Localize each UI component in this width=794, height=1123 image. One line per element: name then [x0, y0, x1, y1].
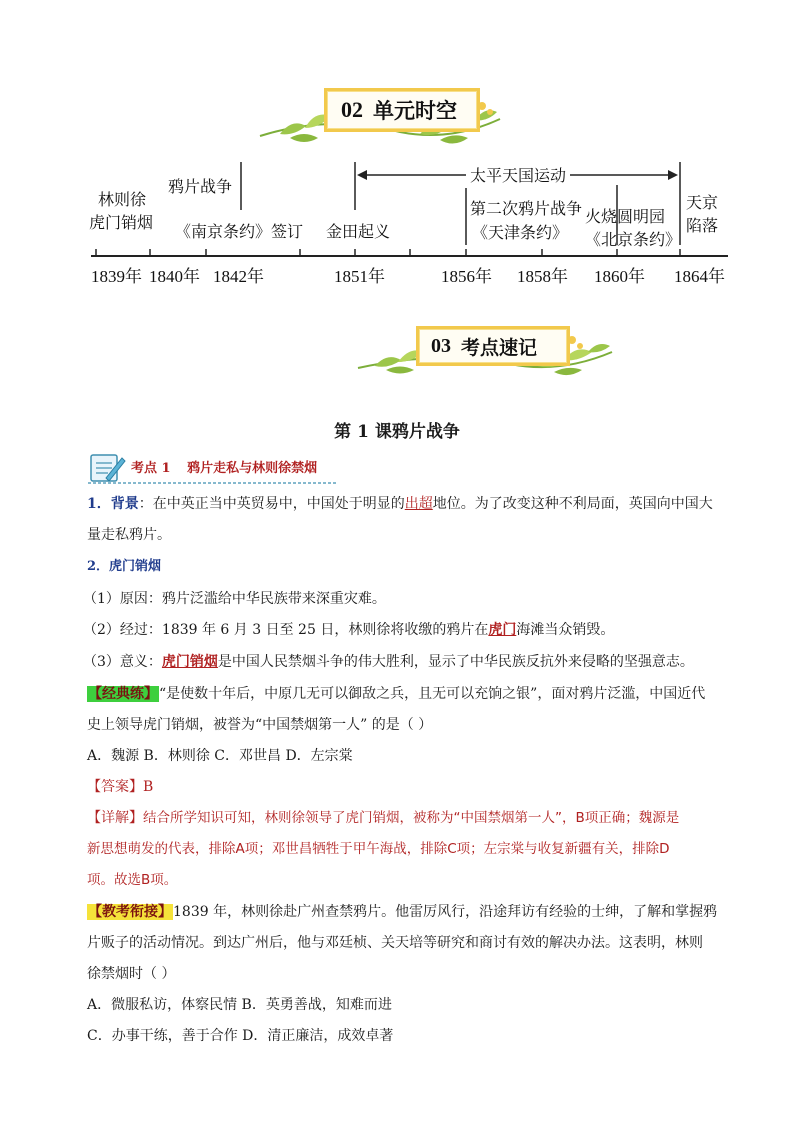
- text: ：在中英正当中英贸易中，中国处于明显的: [138, 496, 405, 512]
- question-stem: 徐禁烟时（ ）: [87, 966, 176, 982]
- question-tag: 【经典练】: [88, 686, 158, 702]
- keyword: 虎门: [488, 622, 517, 638]
- question-stem: 史上领导虎门销烟，被誉为“中国禁烟第一人” 的是（ ）: [87, 717, 433, 733]
- timeline-ticks: [96, 249, 680, 256]
- question-options: A．微服私访，体察民情 B．英勇善战，知难而进: [87, 997, 392, 1013]
- question-stem: [87, 902, 717, 922]
- keyword: 虎门销烟: [161, 654, 218, 670]
- event-label: 《南京条约》签订: [175, 222, 304, 241]
- year-label: 1839年: [91, 267, 142, 286]
- paragraph: 量走私鸦片。: [87, 527, 171, 543]
- item-number: 1．: [87, 496, 111, 512]
- keyword: 出超: [404, 496, 433, 512]
- text: （2）经过：1839 年 6 月 3 日至 25 日，林则徐将收缴的鸦片在: [83, 622, 489, 638]
- year-label: 1858年: [517, 267, 568, 286]
- item-heading: 2．虎门销烟: [87, 559, 162, 574]
- paragraph: （1）原因：鸦片泛滥给中华民族带来深重灾难。: [83, 591, 386, 607]
- lesson-title: 第 1 课鸦片战争: [334, 422, 460, 442]
- event-label: 第二次鸦片战争: [470, 199, 583, 218]
- text: 地位。为了改变这种不利局面，英国向中国大: [432, 496, 713, 512]
- text: 结合所学知识可知，林则徐领导了虎门销烟，被称为“中国禁烟第一人”，B项正确；魏源是: [143, 810, 680, 826]
- text: “是使数十年后，中原几无可以御敌之兵，且无可以充饷之银”，面对鸦片泛滥，中国近代: [159, 686, 706, 702]
- event-label: 天京: [686, 193, 719, 212]
- text: （3）意义：: [83, 654, 162, 670]
- banner-box: [416, 326, 570, 366]
- answer-label: 【答案】: [87, 779, 143, 795]
- section-banner-03: [350, 322, 620, 384]
- text: 1839 年，林则徐赴广州查禁鸦片。他雷厉风行，沿途拜访有经验的士绅，了解和掌握鸦: [173, 904, 718, 920]
- point-heading: [131, 459, 317, 479]
- point-title: 鸦片走私与林则徐禁烟: [187, 461, 318, 476]
- event-label: 金田起义: [326, 222, 391, 241]
- event-label: 鸦片战争: [168, 177, 233, 196]
- detail-line: 新思想萌发的代表，排除A项；邓世昌牺牲于甲午海战，排除C项；左宗棠与收复新疆有关，排除D: [87, 841, 670, 857]
- year-label: 1864年: [674, 267, 725, 286]
- question-stem: [87, 684, 705, 704]
- event-label: 陷落: [686, 216, 719, 235]
- event-label: 《天津条约》: [472, 223, 569, 242]
- year-label: 1842年: [213, 267, 264, 286]
- question-tag: 【教考衔接】: [88, 904, 172, 920]
- answer-line: [87, 777, 153, 797]
- point-label: 考点 1: [131, 461, 171, 476]
- year-label: 1851年: [334, 267, 385, 286]
- text: 是中国人民禁烟斗争的伟大胜利，显示了中华民族反抗外来侵略的坚强意志。: [217, 654, 694, 670]
- point-underline: [88, 480, 338, 486]
- text: 海滩当众销毁。: [516, 622, 615, 638]
- detail-line: 项。故选B项。: [87, 872, 178, 888]
- event-label: 林则徐: [98, 190, 147, 209]
- question-options: C．办事干练，善于合作 D．清正廉洁，成效卓著: [87, 1028, 394, 1044]
- event-label: 火烧圆明园: [585, 207, 666, 226]
- timeline-range-label: 太平天国运动: [466, 163, 570, 186]
- year-label: 1860年: [594, 267, 645, 286]
- event-label: 虎门销烟: [89, 213, 154, 232]
- banner-number: 03: [431, 334, 451, 357]
- detail-label: 【详解】: [87, 810, 143, 826]
- question-options: A．魏源 B．林则徐 C．邓世昌 D．左宗棠: [87, 748, 353, 764]
- event-label: 《北京条约》: [585, 230, 682, 249]
- question-stem: 片贩子的活动情况。到达广州后，他与邓廷桢、关天培等研究和商讨有效的解决办法。这表明，林则: [87, 935, 703, 951]
- detail-line: [87, 808, 679, 828]
- banner-title: 单元时空: [373, 99, 457, 123]
- item-label: 背景: [110, 496, 139, 512]
- banner-title: 考点速记: [461, 336, 538, 359]
- paragraph: [83, 620, 614, 640]
- paragraph: [87, 494, 713, 514]
- banner-number: 02: [341, 97, 363, 122]
- timeline-graphic: [0, 0, 794, 300]
- year-label: 1856年: [441, 267, 492, 286]
- year-label: 1840年: [149, 267, 200, 286]
- paragraph: [83, 652, 694, 672]
- answer-value: B: [143, 779, 154, 795]
